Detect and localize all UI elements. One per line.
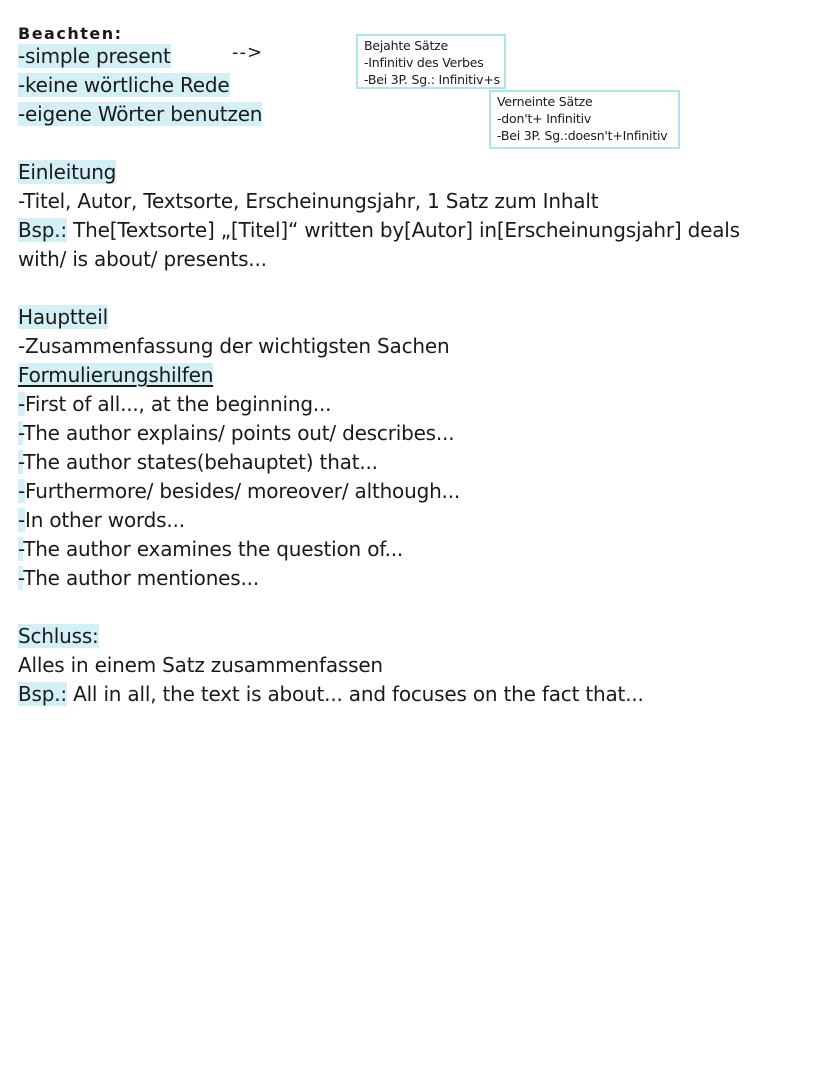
arrow-icon: -->: [232, 42, 264, 63]
section-heading-intro: [18, 160, 116, 184]
main-line: -Zusammenfassung der wichtigsten Sachen: [18, 334, 450, 358]
rule-item: [18, 102, 262, 126]
rule-item: [18, 73, 230, 97]
phrase-item: -The author explains/ points out/ describes...: [18, 421, 455, 445]
box-heading: Bejahte Sätze: [364, 38, 449, 53]
negative-box: [489, 90, 680, 149]
affirmative-box: [356, 34, 506, 89]
example-text: The[Textsorte] „[Titel]“ written by[Autor] in[Erscheinungsjahr] deals: [66, 218, 740, 242]
rule-text: -eigene Wörter benutzen: [18, 102, 263, 126]
heading-text: Einleitung: [18, 160, 117, 184]
box-heading: Verneinte Sätze: [497, 94, 593, 109]
section-heading-conclusion: [18, 624, 99, 648]
intro-example-cont: with/ is about/ presents...: [18, 247, 267, 271]
phrases-heading-text: Formulierungshilfen: [18, 363, 214, 387]
phrase-item: -First of all..., at the beginning...: [18, 392, 332, 416]
phrase-text: First of all..., at the beginning...: [25, 392, 332, 416]
rule-text: -keine wörtliche Rede: [18, 73, 230, 97]
phrase-text: The author explains/ points out/ describes...: [23, 421, 455, 445]
phrase-item: -The author examines the question of...: [18, 537, 404, 561]
rule-item: [18, 44, 171, 68]
heading-text: Schluss:: [18, 624, 99, 648]
box-line: -Infinitiv des Verbes: [364, 55, 484, 70]
phrase-text: In other words...: [25, 508, 185, 532]
conclusion-example: [18, 682, 644, 706]
rule-text: -simple present: [18, 44, 171, 68]
heading-text: Hauptteil: [18, 305, 108, 329]
box-line: -don't+ Infinitiv: [497, 111, 592, 126]
bsp-label: Bsp.:: [18, 218, 67, 242]
phrase-item: -Furthermore/ besides/ moreover/ although...: [18, 479, 461, 503]
phrase-item: -In other words...: [18, 508, 185, 532]
section-heading-main: [18, 305, 108, 329]
phrase-item: -The author mentiones...: [18, 566, 259, 590]
conclusion-line: Alles in einem Satz zusammenfassen: [18, 653, 383, 677]
page-title: Beachten:: [18, 24, 123, 43]
phrase-item: -The author states(behauptet) that...: [18, 450, 378, 474]
phrases-heading: [18, 363, 213, 387]
box-line: -Bei 3P. Sg.: Infinitiv+s: [364, 72, 500, 87]
phrase-text: The author states(behauptet) that...: [23, 450, 378, 474]
phrase-text: The author examines the question of...: [23, 537, 404, 561]
intro-example: [18, 218, 740, 242]
bsp-label: Bsp.:: [18, 682, 67, 706]
phrase-text: Furthermore/ besides/ moreover/ although...: [25, 479, 461, 503]
example-text: All in all, the text is about... and focuses on the fact that...: [66, 682, 644, 706]
intro-line: -Titel, Autor, Textsorte, Erscheinungsjahr, 1 Satz zum Inhalt: [18, 189, 599, 213]
box-line: -Bei 3P. Sg.:doesn't+Infinitiv: [497, 128, 668, 143]
phrase-text: The author mentiones...: [23, 566, 259, 590]
